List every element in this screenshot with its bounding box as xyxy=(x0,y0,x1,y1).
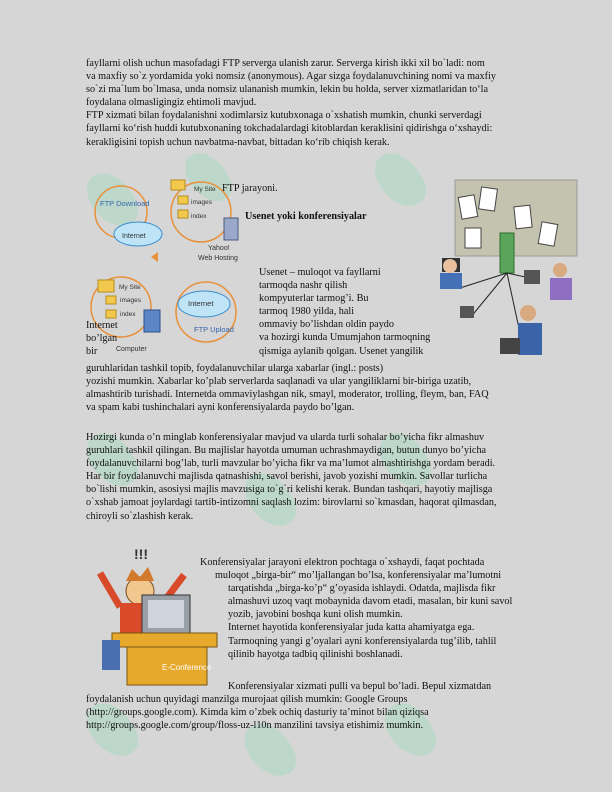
web-hosting-label: Web Hosting xyxy=(198,255,238,262)
text-line: va maxfiy so`z yordamida yoki nomsiz (anonymous). Agar sizga foydalanuvchining nomi va maxfiy xyxy=(86,71,496,83)
text-line: bo’lgan xyxy=(86,333,118,345)
paragraph-free-services xyxy=(86,680,491,732)
text-line: va hozirgi kunda Umumjahon tarmoqning xyxy=(259,332,431,344)
text-line: Usenet – muloqot va fayllarni xyxy=(259,267,381,278)
svg-text:!!!: !!! xyxy=(134,546,148,562)
text-line: almashuvi uzoq vaqt mobaynida davom etadi, masalan, bir kuni savol xyxy=(228,596,513,608)
usenet-intro xyxy=(259,266,430,358)
text-line: http://groups.google.com/group/floss-uz-l10n manzilini tavsiya etishimiz mumkin. xyxy=(86,720,423,732)
text-line: FTP xizmati bilan foydalanishni xodimlarsiz kutubxonaga o`xshatish mumkin, chunki serverdagi xyxy=(86,110,482,122)
text-line: va spam kabi tushinchalari ayni konferensiyalarda paydo bo’lgan. xyxy=(86,402,355,414)
text-line: Har bir foydalanuvchi majlisda qatnashishi, savol berishi, javob yozishi mumkin. Savollar turlicha xyxy=(86,471,488,483)
computer-label: Computer xyxy=(116,346,147,353)
text-line: foydalana olmasligingiz ehtimoli mavjud. xyxy=(86,97,257,109)
images-label: images xyxy=(120,297,141,304)
text-line: fayllarni olish uchun masofadagi FTP serverga ulanish zarur. Serverga kirish ikki xil bo`ladi: nom xyxy=(86,58,485,69)
text-line: tarmoq 1980 yilda, hali xyxy=(259,306,355,318)
text-line: Hozirgi kunda o’n minglab konferensiyalar mavjud va ularda turli sohalar bo’yicha fikr almashuv xyxy=(86,432,485,443)
text-line: kerakligisini topish uchun navbatma-navbat, bittadan ko‘rib chiqish kerak. xyxy=(86,136,390,148)
text-line: Konferensiyalar jarayoni elektron pochtaga o`xshaydi, faqat pochtada xyxy=(200,557,485,568)
paragraph-ftp-access xyxy=(86,57,496,149)
text-line: kompyuterlar tarmog’i. Bu xyxy=(259,293,369,305)
paragraph-conferences xyxy=(86,431,497,523)
internet-label: Internet xyxy=(122,233,146,240)
text-line: tarqatishda „birga-ko’p“ g’oyasida ishlaydi. Odatda, majlisda fikr xyxy=(228,583,496,595)
text-line: bo`lishi mumkin, asosiysi majlis mavzusiga to`g`ri kelishi kerak. Bundan tashqari, hayotiy majlisga xyxy=(86,484,493,496)
paragraph-conference-process xyxy=(200,556,512,661)
ftp-caption: FTP jarayoni. xyxy=(222,183,278,194)
text-line: chiroyli so`zlashish kerak. xyxy=(86,510,194,522)
ftp-download-label: FTP Download xyxy=(100,199,150,208)
text-line: (http://groups.google.com). Kimda kim o’zbek ochiq dasturiy ta’minot bilan qiziqsa xyxy=(86,707,429,719)
text-line: Internet hayotida konferensiyalar juda katta ahamiyatga ega. xyxy=(228,622,475,634)
text-line: bir xyxy=(86,346,98,358)
text-line: almashtirib turishadi. Internetda ommaviylashgan nik, smayl, moderator, trolling, fleym, ban, FAQ xyxy=(86,389,489,401)
text-line: so`zi ma`lum bo`lmasa, unda nomsiz ulananish mumkin, lekin bu holda, server xizmatlaridan to‘la xyxy=(86,84,489,96)
text-line: tarmoqda nashr qilish xyxy=(259,280,348,292)
left-fragment xyxy=(86,319,118,358)
text-line: yozib, javobini boshqa kuni olish mumkin. xyxy=(228,609,403,621)
text-line: qilinib hayotga tadbiq qilinishi boshlanadi. xyxy=(228,648,403,660)
text-line: foydalanuvchilarni bog’lab, turli mavzular bo’yicha fikr va ma’lumot almashtirishga yordam beradi. xyxy=(86,458,496,470)
paragraph-usenet-posts xyxy=(86,362,489,414)
text-line: Konferensiyalar xizmati pulli va bepul bo’ladi. Bepul xizmatdan xyxy=(228,681,492,692)
e-conference-label: E-Conference xyxy=(162,663,212,672)
text-line: qismiga aylanib qolgan. Usenet yangilik xyxy=(259,345,424,357)
text-line: muloqot „birga-bir“ mo’ljallangan bo’lsa, konferensiyalar ma’lumotni xyxy=(215,570,502,582)
images-label: images xyxy=(191,199,212,206)
mysite-label: My Site xyxy=(119,284,141,291)
ftp-upload-label: FTP Upload xyxy=(194,325,234,334)
text-line: ommaviy bo’lishdan oldin paydo xyxy=(259,319,394,331)
internet-label: Internet xyxy=(188,299,214,308)
usenet-heading: Usenet yoki konferensiyalar xyxy=(245,211,367,222)
index-label: index xyxy=(120,311,136,318)
text-line: o`xshab jamoat joylardagi tartib-intizomni saqlash lozim: birovlarni so`kmasdan, haqorat qilmasdan, xyxy=(86,497,497,509)
text-line: guruhlaridan tashkil topib, foydalanuvchilar ularga xabarlar (ingl.: posts) xyxy=(86,363,384,374)
yahoo-label: Yahoo! xyxy=(208,245,230,252)
text-line: Tarmoqning yangi g’oyalari ayni konferensiyalarda tug’ilib, tahlil xyxy=(228,635,497,647)
text-line: Internet xyxy=(86,320,118,331)
index-label: index xyxy=(191,213,207,220)
text-line: guruhlari tashkil qilingan. Bu majlislar hayotda umuman uchrashmaydigan, butun dunyo bo’yicha xyxy=(86,445,487,457)
usenet-network-illustration xyxy=(420,178,580,363)
mysite-label: My Site xyxy=(194,186,216,193)
text-line: foydalanish uchun quyidagi manzilga murojaat qilish mumkin: Google Groups xyxy=(86,694,408,706)
text-line: yozishi mumkin. Xabarlar ko’plab serverlarda saqlanadi va ular yangiliklarni bir-biriga uzatib, xyxy=(86,376,472,388)
text-line: fayllarni ko‘rish huddi kutubxonaning tokchadalardagi kitoblardan keraklisini qidirishga o‘xshaydi: xyxy=(86,123,493,135)
